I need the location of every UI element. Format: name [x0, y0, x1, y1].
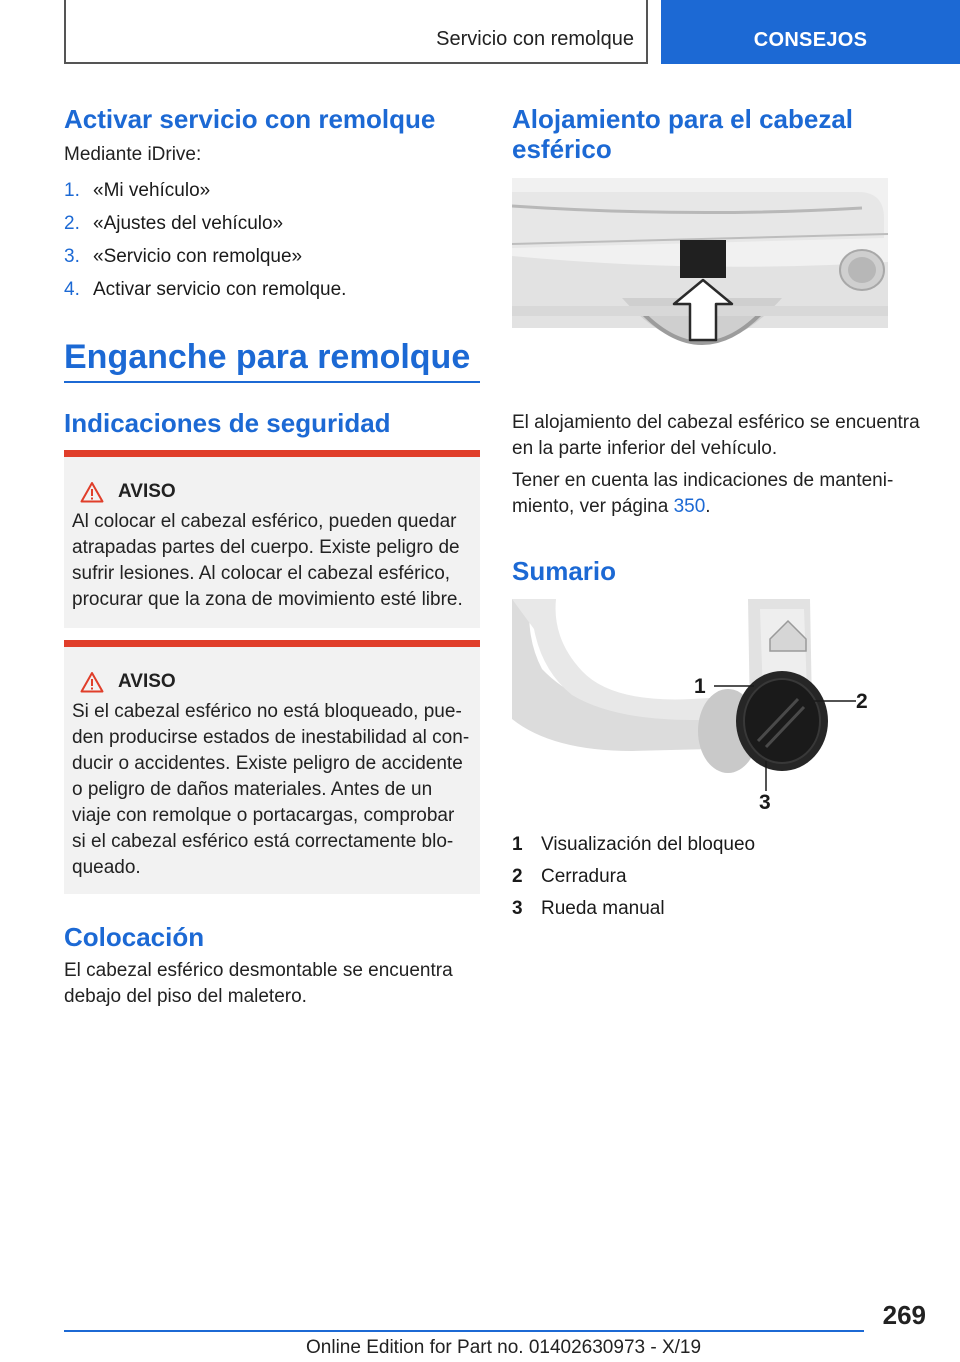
legend-number: 3 — [512, 898, 523, 919]
step-number: 2. — [64, 213, 80, 234]
warning-triangle-icon — [80, 481, 104, 503]
header-section-title: Servicio con remolque — [436, 28, 634, 50]
list-item — [512, 832, 932, 864]
maintenance-text-end: . — [705, 496, 711, 517]
step-text: Activar servicio con remolque. — [93, 279, 347, 300]
warning-label: AVISO — [118, 481, 176, 502]
header-chapter-label: CONSEJOS — [753, 29, 868, 51]
page-reference-link[interactable]: 350 — [673, 496, 706, 517]
header-section-box — [64, 0, 648, 64]
warning-triangle-icon — [80, 671, 104, 693]
section-rule — [64, 381, 480, 383]
activate-intro: Mediante iDrive: — [64, 144, 202, 165]
legend-number: 1 — [512, 834, 523, 855]
housing-illustration — [512, 178, 888, 374]
callout-3: 3 — [759, 791, 771, 814]
maintenance-text: Tener en cuenta las indicaciones de mantenimiento, ver página — [512, 470, 894, 517]
list-item — [512, 864, 932, 896]
footer-edition: Online Edition for Part no. 01402630973 - X/19 — [306, 1337, 702, 1358]
step-number: 4. — [64, 279, 80, 300]
warning-label: AVISO — [118, 671, 176, 692]
list-item — [64, 211, 464, 244]
legend-number: 2 — [512, 866, 523, 887]
legend-text: Cerradura — [541, 866, 627, 887]
legend-text: Visualización del bloqueo — [541, 834, 756, 855]
callout-1: 1 — [694, 675, 706, 698]
summary-illustration — [512, 599, 888, 817]
step-number: 3. — [64, 246, 80, 267]
housing-title: Alojamiento para el cabezal esférico — [512, 104, 854, 164]
warning-header — [72, 477, 472, 507]
step-text: «Ajustes del vehículo» — [93, 213, 284, 234]
activate-title: Activar servicio con remolque — [64, 104, 436, 134]
step-number: 1. — [64, 180, 80, 201]
warning-box-1 — [64, 450, 480, 628]
legend-text: Rueda manual — [541, 898, 665, 919]
placement-text: El cabezal esférico desmontable se encuentra debajo del piso del maletero. — [64, 960, 453, 1007]
step-text: «Servicio con remolque» — [93, 246, 303, 267]
warning-box-2 — [64, 640, 480, 894]
housing-maintenance-text — [512, 468, 932, 520]
list-item — [64, 277, 464, 310]
warning-header — [72, 667, 472, 697]
footer-rule — [64, 1330, 864, 1332]
callout-2: 2 — [856, 690, 868, 713]
header-chapter-tab[interactable] — [661, 0, 960, 64]
safety-title: Indicaciones de seguridad — [64, 408, 391, 438]
summary-legend — [512, 832, 932, 928]
warning-text: Si el cabezal esférico no está bloqueado, pueden producirse estados de inestabilidad al conducir o accidentes. Existe peligro de accidente o peligro de daños materiales. Antes de un viaje con remolque o portacargas, comprobar si el cabezal esférico está correctamente bloqueado. — [72, 701, 470, 878]
list-item — [64, 178, 464, 211]
placement-title: Colocación — [64, 922, 205, 952]
activate-steps — [64, 178, 464, 310]
page-number: 269 — [882, 1300, 926, 1330]
main-section-title: Enganche para remolque — [64, 338, 471, 376]
step-text: «Mi vehículo» — [93, 180, 211, 201]
housing-text: El alojamiento del cabezal esférico se encuentra en la parte inferior del vehículo. — [512, 412, 920, 459]
summary-title: Sumario — [512, 556, 617, 586]
warning-text: Al colocar el cabezal esférico, pueden quedar atrapadas partes del cuerpo. Existe peligro de sufrir lesiones. Al colocar el cabezal esférico, procurar que la zona de movimiento esté libre. — [72, 511, 463, 610]
list-item — [512, 896, 932, 928]
list-item — [64, 244, 464, 277]
